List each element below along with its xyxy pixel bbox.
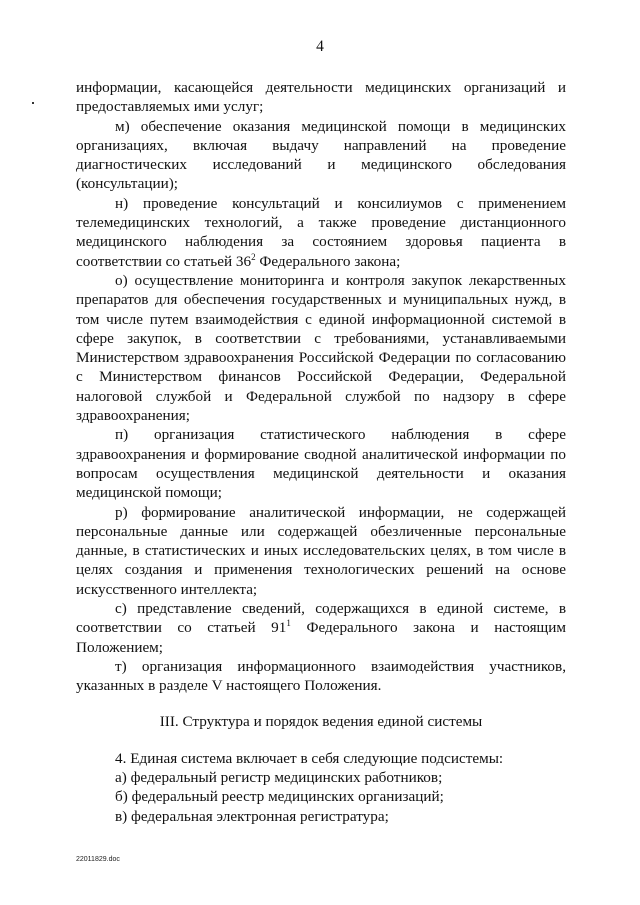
paragraph-r: р) формирование аналитической информации, не содержащей персональные данные или содержащей обезличенные персональные данные, в статистических и иных исследовательских целях, в том числе в целях создания и применения технологических решений на основе искусственного интеллекта; (76, 503, 566, 598)
paragraph-m: м) обеспечение оказания медицинской помощи в медицинских организациях, включая выдачу направлений на проведение диагностических исследований и медицинского обследования (консультации); (76, 117, 566, 193)
paragraph-n-tail: Федерального закона; (255, 252, 401, 270)
paragraph-o: о) осуществление мониторинга и контроля закупок лекарственных препаратов для обеспечения государственных и муниципальных нужд, в том числе путем взаимодействия с единой информационной системой в сфере закупок, в соответствии с требованиями, устанавливаемыми Министерством здравоохранения Российской Федерации по согласованию с Министерством финансов Российской Федерации, Федеральной налоговой службой и Федеральной службой по надзору в сфере здравоохранения; (76, 271, 566, 425)
item-4: 4. Единая система включает в себя следующие подсистемы: (115, 749, 504, 767)
section-heading: III. Структура и порядок ведения единой системы (159, 712, 483, 730)
paragraph-n-text: н) проведение консультаций и консилиумов с применением телемедицинских технологий, а также проведение дистанционного медицинского наблюдения за состоянием здоровья пациента в соответствии со статьей 36 (76, 194, 566, 270)
paragraph-t: т) организация информационного взаимодействия участников, указанных в разделе V настоящего Положения. (76, 657, 566, 695)
paragraph-s-tail: Федерального закона и настоящим Положением; (76, 619, 566, 656)
paragraph-n (76, 194, 566, 271)
superscript-2: 2 (251, 251, 256, 262)
item-a: а) федеральный регистр медицинских работников; (115, 769, 443, 787)
footer-file-code: 22011829.doc (76, 856, 120, 863)
paragraph-continuation: информации, касающейся деятельности медицинских организаций и предоставляемых ими услуг; (76, 79, 566, 116)
item-b: б) федеральный реестр медицинских организаций; (115, 788, 444, 806)
item-v: в) федеральная электронная регистратура; (115, 807, 389, 825)
scan-speck (32, 102, 34, 104)
document-body (76, 78, 566, 826)
paragraph-s (76, 599, 566, 657)
paragraph-p: п) организация статистического наблюдения в сфере здравоохранения и формирование сводной аналитической информации по вопросам осуществления медицинской деятельности и оказания медицинской помощи; (76, 426, 566, 502)
page-number: 4 (316, 38, 324, 55)
superscript-1: 1 (286, 618, 291, 629)
paragraph-s-text: с) представление сведений, содержащихся в единой системе, в соответствии со статьей 91 (76, 600, 566, 637)
